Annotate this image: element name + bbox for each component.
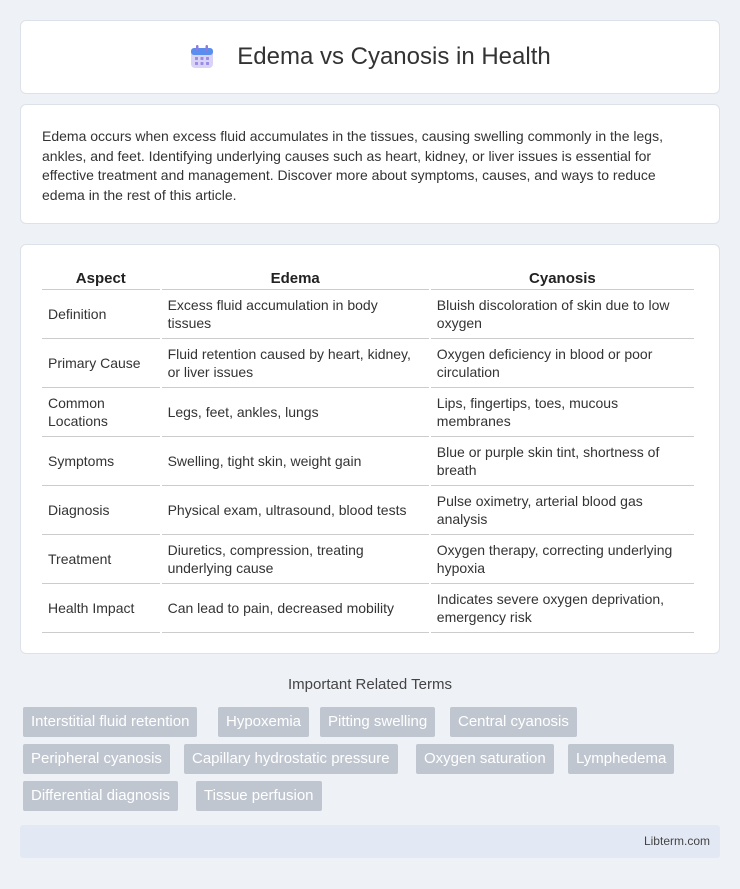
- related-term-tag[interactable]: Pitting swelling: [320, 707, 435, 737]
- related-term-tag[interactable]: Tissue perfusion: [196, 781, 322, 811]
- related-terms-title: Important Related Terms: [288, 676, 452, 693]
- edema-cell: Diuretics, compression, treating underlying cause: [162, 535, 429, 584]
- table-row: [42, 290, 694, 339]
- aspect-cell: Diagnosis: [42, 486, 160, 535]
- related-term-tag[interactable]: Central cyanosis: [450, 707, 577, 737]
- table-row: [42, 339, 694, 388]
- header-aspect: Aspect: [42, 265, 160, 290]
- footer: [20, 825, 720, 858]
- cyanosis-cell: Pulse oximetry, arterial blood gas analysis: [431, 486, 694, 535]
- table-row: [42, 584, 694, 633]
- cyanosis-cell: Oxygen therapy, correcting underlying hypoxia: [431, 535, 694, 584]
- edema-cell: Legs, feet, ankles, lungs: [162, 388, 429, 437]
- intro-text: Edema occurs when excess fluid accumulates in the tissues, causing swelling commonly in the legs, ankles, and feet. Identifying underlying causes such as heart, kidney, or liver issues is essential for effective treatment and management. Discover more about symptoms, causes, and ways to reduce edema in the rest of this article.: [42, 128, 663, 203]
- table-header-row: [42, 265, 694, 290]
- edema-cell: Excess fluid accumulation in body tissues: [162, 290, 429, 339]
- aspect-cell: Primary Cause: [42, 339, 160, 388]
- related-term-tag[interactable]: Differential diagnosis: [23, 781, 178, 811]
- page-title: Edema vs Cyanosis in Health: [237, 43, 551, 70]
- aspect-cell: Common Locations: [42, 388, 160, 437]
- header-cyanosis: Cyanosis: [431, 265, 694, 290]
- header-edema: Edema: [162, 265, 429, 290]
- related-term-tag[interactable]: Capillary hydrostatic pressure: [184, 744, 398, 774]
- intro-card: [20, 104, 720, 224]
- cyanosis-cell: Blue or purple skin tint, shortness of breath: [431, 437, 694, 486]
- edema-cell: Fluid retention caused by heart, kidney, or liver issues: [162, 339, 429, 388]
- aspect-cell: Health Impact: [42, 584, 160, 633]
- footer-site-link[interactable]: Libterm.com: [643, 834, 710, 848]
- related-term-tag[interactable]: Oxygen saturation: [416, 744, 554, 774]
- cyanosis-cell: Bluish discoloration of skin due to low oxygen: [431, 290, 694, 339]
- aspect-cell: Definition: [42, 290, 160, 339]
- related-term-tag[interactable]: Interstitial fluid retention: [23, 707, 197, 737]
- aspect-cell: Treatment: [42, 535, 160, 584]
- table-row: [42, 535, 694, 584]
- cyanosis-cell: Oxygen deficiency in blood or poor circulation: [431, 339, 694, 388]
- aspect-cell: Symptoms: [42, 437, 160, 486]
- table-row: [42, 437, 694, 486]
- cyanosis-cell: Indicates severe oxygen deprivation, emergency risk: [431, 584, 694, 633]
- related-term-tag[interactable]: Lymphedema: [568, 744, 674, 774]
- edema-cell: Swelling, tight skin, weight gain: [162, 437, 429, 486]
- related-term-tag[interactable]: Peripheral cyanosis: [23, 744, 170, 774]
- cyanosis-cell: Lips, fingertips, toes, mucous membranes: [431, 388, 694, 437]
- comparison-table-card: [20, 244, 720, 654]
- calendar-icon: [189, 44, 215, 70]
- related-term-tag[interactable]: Hypoxemia: [218, 707, 309, 737]
- title-card: [20, 20, 720, 94]
- comparison-table: [40, 265, 696, 633]
- table-row: [42, 486, 694, 535]
- edema-cell: Physical exam, ultrasound, blood tests: [162, 486, 429, 535]
- table-row: [42, 388, 694, 437]
- edema-cell: Can lead to pain, decreased mobility: [162, 584, 429, 633]
